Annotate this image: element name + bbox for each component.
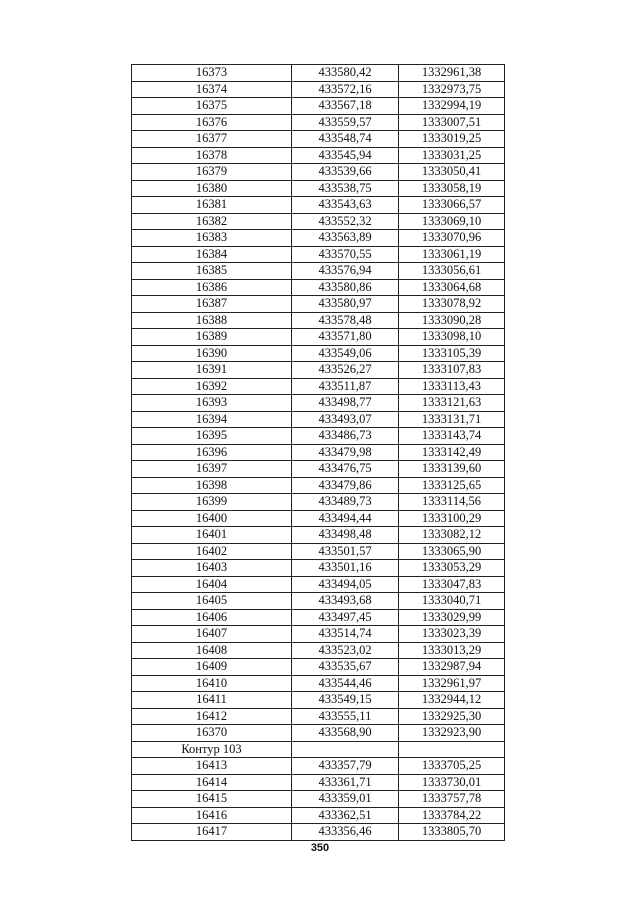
x-coordinate-cell: 433580,86 [292,279,399,296]
y-coordinate-cell: 1333047,83 [399,576,505,593]
y-coordinate-cell: 1332944,12 [399,692,505,709]
y-coordinate-cell: 1333142,49 [399,444,505,461]
table-row [132,428,505,445]
y-coordinate-cell: 1333061,19 [399,246,505,263]
coordinates-table [131,64,505,841]
table-row [132,708,505,725]
y-coordinate-cell: 1332987,94 [399,659,505,676]
point-number-cell: 16411 [132,692,292,709]
x-coordinate-cell: 433514,74 [292,626,399,643]
point-number-cell: 16405 [132,593,292,610]
point-number-cell: 16414 [132,774,292,791]
point-number-cell: 16395 [132,428,292,445]
y-coordinate-cell: 1333100,29 [399,510,505,527]
table-row [132,725,505,742]
y-coordinate-cell: 1333065,90 [399,543,505,560]
point-number-cell: 16379 [132,164,292,181]
y-coordinate-cell: 1333098,10 [399,329,505,346]
point-number-cell: 16382 [132,213,292,230]
table-row [132,494,505,511]
table-row [132,791,505,808]
y-coordinate-cell: 1333023,39 [399,626,505,643]
x-coordinate-cell: 433356,46 [292,824,399,841]
point-number-cell: 16390 [132,345,292,362]
x-coordinate-cell: 433361,71 [292,774,399,791]
x-coordinate-cell: 433476,75 [292,461,399,478]
table-row [132,824,505,841]
point-number-cell: 16378 [132,147,292,164]
x-coordinate-cell: 433576,94 [292,263,399,280]
table-row [132,164,505,181]
x-coordinate-cell: 433501,16 [292,560,399,577]
x-coordinate-cell: 433501,57 [292,543,399,560]
y-coordinate-cell: 1333730,01 [399,774,505,791]
x-coordinate-cell: 433572,16 [292,81,399,98]
y-coordinate-cell: 1332923,90 [399,725,505,742]
point-number-cell: 16401 [132,527,292,544]
point-number-cell: 16410 [132,675,292,692]
point-number-cell: 16397 [132,461,292,478]
point-number-cell: 16386 [132,279,292,296]
point-number-cell: 16394 [132,411,292,428]
x-coordinate-cell: 433549,06 [292,345,399,362]
x-coordinate-cell: 433568,90 [292,725,399,742]
point-number-cell: 16398 [132,477,292,494]
x-coordinate-cell: 433498,77 [292,395,399,412]
x-coordinate-cell: 433555,11 [292,708,399,725]
table-row [132,609,505,626]
x-coordinate-cell: 433498,48 [292,527,399,544]
y-coordinate-cell: 1333139,60 [399,461,505,478]
y-coordinate-cell: 1332973,75 [399,81,505,98]
point-number-cell: 16400 [132,510,292,527]
point-number-cell: 16392 [132,378,292,395]
table-row [132,395,505,412]
x-coordinate-cell: 433571,80 [292,329,399,346]
y-coordinate-cell: 1333082,12 [399,527,505,544]
point-number-cell: 16413 [132,758,292,775]
table-row [132,576,505,593]
y-coordinate-cell: 1333056,61 [399,263,505,280]
y-coordinate-cell: 1333070,96 [399,230,505,247]
y-coordinate-cell: 1333805,70 [399,824,505,841]
point-number-cell: 16406 [132,609,292,626]
table-row [132,527,505,544]
table-row [132,593,505,610]
y-coordinate-cell: 1333784,22 [399,807,505,824]
y-coordinate-cell: 1333757,78 [399,791,505,808]
x-coordinate-cell: 433486,73 [292,428,399,445]
point-number-cell: 16384 [132,246,292,263]
point-number-cell: 16381 [132,197,292,214]
table-row [132,659,505,676]
x-coordinate-cell: 433511,87 [292,378,399,395]
point-number-cell: 16375 [132,98,292,115]
x-coordinate-cell: 433489,73 [292,494,399,511]
y-coordinate-cell: 1333019,25 [399,131,505,148]
table-row [132,263,505,280]
point-number-cell: 16403 [132,560,292,577]
y-coordinate-cell: 1333013,29 [399,642,505,659]
table-row [132,114,505,131]
x-coordinate-cell: 433570,55 [292,246,399,263]
point-number-cell: 16374 [132,81,292,98]
table-row [132,477,505,494]
y-coordinate-cell: 1333143,74 [399,428,505,445]
table-row [132,230,505,247]
y-coordinate-cell: 1333064,68 [399,279,505,296]
y-coordinate-cell: 1332961,38 [399,65,505,82]
x-coordinate-cell: 433479,98 [292,444,399,461]
x-coordinate-cell: 433549,15 [292,692,399,709]
y-coordinate-cell: 1333031,25 [399,147,505,164]
table-row [132,741,505,758]
point-number-cell: 16393 [132,395,292,412]
x-coordinate-cell: 433479,86 [292,477,399,494]
point-number-cell: 16385 [132,263,292,280]
x-coordinate-cell: 433497,45 [292,609,399,626]
table-row [132,543,505,560]
y-coordinate-cell: 1332994,19 [399,98,505,115]
table-row [132,98,505,115]
table-row [132,510,505,527]
table-row [132,444,505,461]
coordinates-table-body [132,65,505,841]
table-row [132,180,505,197]
x-coordinate-cell: 433567,18 [292,98,399,115]
y-coordinate-cell: 1332961,97 [399,675,505,692]
y-coordinate-cell: 1333113,43 [399,378,505,395]
point-number-cell: 16391 [132,362,292,379]
x-coordinate-cell: 433580,97 [292,296,399,313]
x-coordinate-cell: 433494,05 [292,576,399,593]
point-number-cell: 16396 [132,444,292,461]
table-row [132,807,505,824]
table-row [132,642,505,659]
point-number-cell: 16417 [132,824,292,841]
page-number: 350 [310,842,330,854]
x-coordinate-cell: 433493,68 [292,593,399,610]
x-coordinate-cell: 433559,57 [292,114,399,131]
y-coordinate-cell: 1333125,65 [399,477,505,494]
point-number-cell: 16415 [132,791,292,808]
y-coordinate-cell: 1333114,56 [399,494,505,511]
table-row [132,65,505,82]
x-coordinate-cell: 433493,07 [292,411,399,428]
point-number-cell: 16383 [132,230,292,247]
table-row [132,362,505,379]
table-row [132,246,505,263]
y-coordinate-cell: 1333078,92 [399,296,505,313]
point-number-cell: 16387 [132,296,292,313]
point-number-cell: 16402 [132,543,292,560]
x-coordinate-cell: 433523,02 [292,642,399,659]
point-number-cell: 16388 [132,312,292,329]
table-row [132,675,505,692]
x-coordinate-cell: 433552,32 [292,213,399,230]
x-coordinate-cell: 433544,46 [292,675,399,692]
table-row [132,213,505,230]
x-coordinate-cell: 433580,42 [292,65,399,82]
x-coordinate-cell: 433578,48 [292,312,399,329]
table-row [132,131,505,148]
point-number-cell: 16404 [132,576,292,593]
y-coordinate-cell: 1333107,83 [399,362,505,379]
y-coordinate-cell: 1333069,10 [399,213,505,230]
point-number-cell: 16373 [132,65,292,82]
y-coordinate-cell: 1332925,30 [399,708,505,725]
y-coordinate-cell [399,741,505,758]
x-coordinate-cell: 433357,79 [292,758,399,775]
x-coordinate-cell: 433538,75 [292,180,399,197]
table-row [132,411,505,428]
point-number-cell: 16389 [132,329,292,346]
point-number-cell: 16380 [132,180,292,197]
point-number-cell: 16370 [132,725,292,742]
y-coordinate-cell: 1333058,19 [399,180,505,197]
table-row [132,378,505,395]
y-coordinate-cell: 1333029,99 [399,609,505,626]
x-coordinate-cell: 433535,67 [292,659,399,676]
x-coordinate-cell: 433362,51 [292,807,399,824]
point-number-cell: 16377 [132,131,292,148]
y-coordinate-cell: 1333040,71 [399,593,505,610]
x-coordinate-cell: 433526,27 [292,362,399,379]
table-row [132,774,505,791]
table-row [132,329,505,346]
y-coordinate-cell: 1333090,28 [399,312,505,329]
y-coordinate-cell: 1333007,51 [399,114,505,131]
point-number-cell: 16407 [132,626,292,643]
table-row [132,758,505,775]
table-row [132,312,505,329]
x-coordinate-cell [292,741,399,758]
x-coordinate-cell: 433543,63 [292,197,399,214]
x-coordinate-cell: 433359,01 [292,791,399,808]
x-coordinate-cell: 433548,74 [292,131,399,148]
point-number-cell: 16416 [132,807,292,824]
y-coordinate-cell: 1333066,57 [399,197,505,214]
point-number-cell: 16412 [132,708,292,725]
table-row [132,81,505,98]
table-row [132,197,505,214]
y-coordinate-cell: 1333053,29 [399,560,505,577]
y-coordinate-cell: 1333105,39 [399,345,505,362]
x-coordinate-cell: 433563,89 [292,230,399,247]
y-coordinate-cell: 1333050,41 [399,164,505,181]
table-row [132,560,505,577]
y-coordinate-cell: 1333131,71 [399,411,505,428]
point-number-cell: 16399 [132,494,292,511]
x-coordinate-cell: 433545,94 [292,147,399,164]
point-number-cell: Контур 103 [132,741,292,758]
point-number-cell: 16409 [132,659,292,676]
x-coordinate-cell: 433494,44 [292,510,399,527]
table-row [132,461,505,478]
y-coordinate-cell: 1333705,25 [399,758,505,775]
table-row [132,279,505,296]
table-row [132,626,505,643]
x-coordinate-cell: 433539,66 [292,164,399,181]
point-number-cell: 16408 [132,642,292,659]
table-row [132,296,505,313]
table-row [132,147,505,164]
point-number-cell: 16376 [132,114,292,131]
y-coordinate-cell: 1333121,63 [399,395,505,412]
table-row [132,345,505,362]
table-row [132,692,505,709]
